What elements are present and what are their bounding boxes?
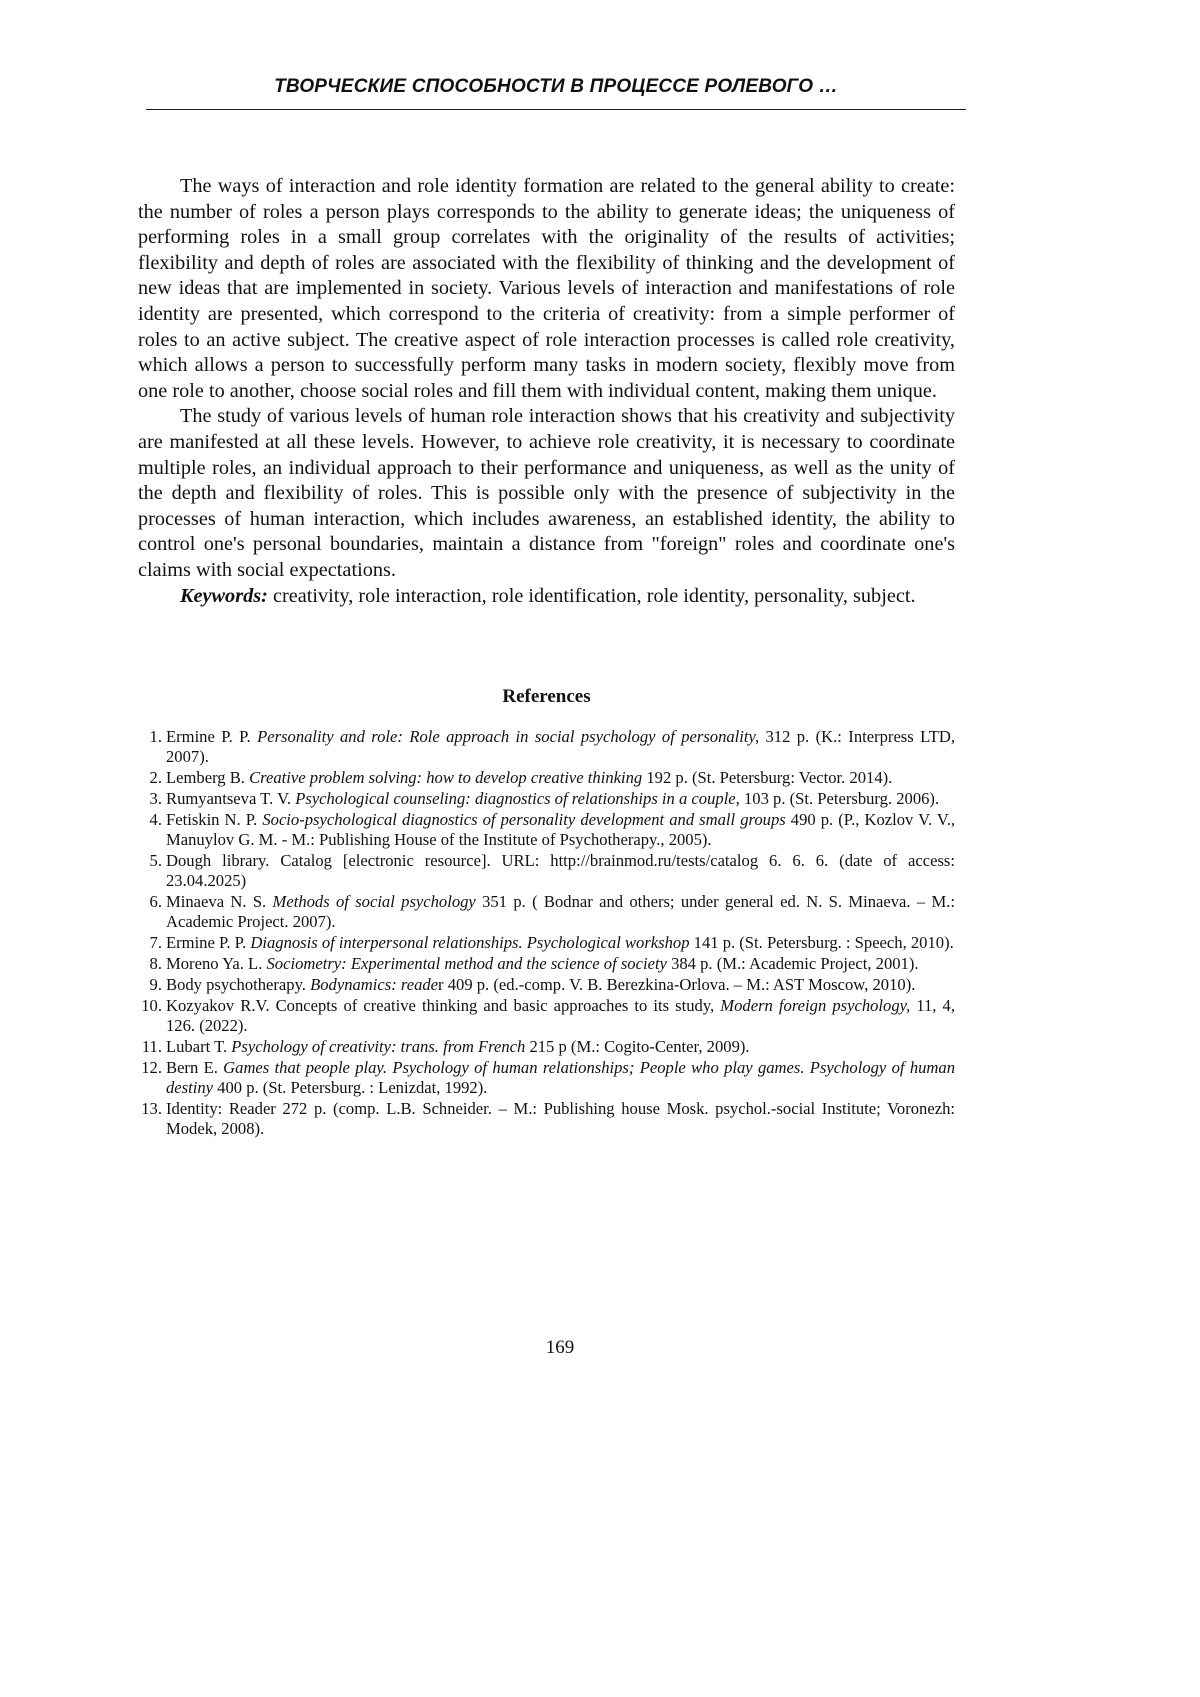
reference-number: 6. xyxy=(149,892,162,911)
reference-number: 7. xyxy=(149,933,162,952)
reference-title: Psychology of creativity: trans. from French xyxy=(231,1037,526,1056)
reference-item xyxy=(138,810,955,850)
reference-item xyxy=(138,892,955,932)
reference-item xyxy=(138,1058,955,1098)
reference-number: 9. xyxy=(149,975,162,994)
keywords-text: creativity, role interaction, role identification, role identity, personality, subject. xyxy=(267,584,916,607)
reference-number: 8. xyxy=(149,954,162,973)
references-heading: References xyxy=(502,686,591,707)
reference-details: 490 p. (P., Kozlov V. V., Manuylov G. M. - M.: Publishing House of the Institute of Psychotherapy., 2005). xyxy=(166,810,956,849)
reference-author: Bern E. xyxy=(166,1058,224,1077)
reference-number: 10. xyxy=(141,996,162,1015)
reference-title: Diagnosis of interpersonal relationships. Psychological workshop xyxy=(250,933,690,952)
reference-item xyxy=(138,1099,955,1139)
reference-item xyxy=(138,933,955,953)
reference-author: Moreno Ya. L. xyxy=(166,954,267,973)
reference-author: Kozyakov R.V. Concepts of creative thinking and basic approaches to its study, xyxy=(166,996,721,1015)
reference-title: Modern foreign psychology, xyxy=(720,996,911,1015)
page-number: 169 xyxy=(545,1337,575,1358)
reference-number: 12. xyxy=(141,1058,162,1077)
reference-title: Bodynamics: reade xyxy=(310,975,439,994)
reference-details: 11, 4, 126. (2022). xyxy=(166,996,956,1035)
reference-details: 141 p. (St. Petersburg. : Speech, 2010). xyxy=(689,933,954,952)
reference-title: Sociometry: Experimental method and the science of society xyxy=(266,954,667,973)
reference-details: r 409 p. (ed.-comp. V. B. Berezkina-Orlova. – M.: AST Moscow, 2010). xyxy=(438,975,916,994)
reference-item xyxy=(138,975,955,995)
reference-number: 5. xyxy=(149,851,162,870)
reference-author: Minaeva N. S. xyxy=(166,892,273,911)
reference-details: 215 p (M.: Cogito-Center, 2009). xyxy=(525,1037,750,1056)
reference-number: 4. xyxy=(149,810,162,829)
keywords-label: Keywords: xyxy=(180,584,268,607)
reference-item xyxy=(138,727,955,767)
reference-title: Games that people play. Psychology of human relationships; People who play games. Psychology of human destiny xyxy=(166,1058,955,1097)
reference-number: 2. xyxy=(149,768,162,787)
reference-details: 103 p. (St. Petersburg. 2006). xyxy=(739,789,940,808)
reference-details: 312 p. (K.: Interpress LTD, 2007). xyxy=(166,727,955,766)
references-list xyxy=(138,727,955,1140)
abstract-body xyxy=(138,174,955,609)
abstract-paragraph-1: The ways of interaction and role identity formation are related to the general ability to create: the number of roles a person plays corresponds to the ability to generate ideas; the uniqueness of performing roles in a small group correlates with the originality of the results of activities; flexibility and depth of roles are associated with the flexibility of thinking and the development of new ideas that are implemented in society. Various levels of interaction and manifestations of role identity are presented, which correspond to the criteria of creativity: from a simple performer of roles to an active subject. The creative aspect of role interaction processes is called role creativity, which allows a person to successfully perform many tasks in modern society, flexibly move from one role to another, choose social roles and fill them with individual content, making them unique. xyxy=(138,175,955,402)
keywords-paragraph xyxy=(138,584,955,610)
reference-item xyxy=(138,789,955,809)
reference-author: Ermine P. P. xyxy=(166,727,258,746)
reference-author: Lubart T. xyxy=(166,1037,232,1056)
reference-title: Creative problem solving: how to develop creative thinking xyxy=(249,768,643,787)
reference-details: 400 p. (St. Petersburg. : Lenizdat, 1992). xyxy=(213,1078,488,1097)
reference-text: Dough library. Catalog [electronic resource]. URL: http://brainmod.ru/tests/catalog 6. 6. 6. (date of access: 23.04.2025) xyxy=(166,851,955,890)
reference-author: Ermine P. P. xyxy=(166,933,251,952)
reference-item xyxy=(138,768,955,788)
reference-author: Rumyantseva T. V. xyxy=(166,789,296,808)
reference-title: Personality and role: Role approach in social psychology of personality, xyxy=(257,727,760,746)
reference-text: Identity: Reader 272 p. (comp. L.B. Schneider. – M.: Publishing house Mosk. psychol.-social Institute; Voronezh: Modek, 2008). xyxy=(166,1099,955,1138)
reference-item xyxy=(138,851,955,891)
reference-item xyxy=(138,996,955,1036)
reference-number: 11. xyxy=(141,1037,162,1056)
reference-author: Lemberg B. xyxy=(166,768,250,787)
reference-number: 13. xyxy=(141,1099,162,1118)
reference-item xyxy=(138,954,955,974)
reference-item xyxy=(138,1037,955,1057)
reference-number: 3. xyxy=(149,789,162,808)
reference-title: Methods of social psychology xyxy=(272,892,476,911)
reference-details: 192 p. (St. Petersburg: Vector. 2014). xyxy=(642,768,893,787)
reference-author: Fetiskin N. P. xyxy=(166,810,263,829)
reference-number: 1. xyxy=(149,727,162,746)
abstract-paragraph-2: The study of various levels of human role interaction shows that his creativity and subjectivity are manifested at all these levels. However, to achieve role creativity, it is necessary to coordinate multiple roles, an individual approach to their performance and uniqueness, as well as the unity of the depth and flexibility of roles. This is possible only with the presence of subjectivity in the processes of human interaction, which includes awareness, an established identity, the ability to control one's personal boundaries, maintain a distance from "foreign" roles and coordinate one's claims with social expectations. xyxy=(138,405,955,581)
reference-title: Psychological counseling: diagnostics of relationships in a couple, xyxy=(295,789,740,808)
reference-title: Socio-psychological diagnostics of personality development and small groups xyxy=(262,810,786,829)
reference-details: 384 p. (M.: Academic Project, 2001). xyxy=(666,954,919,973)
reference-details: 351 p. ( Bodnar and others; under general ed. N. S. Minaeva. – M.: Academic Project. 2007). xyxy=(166,892,955,931)
header-rule xyxy=(146,109,966,110)
reference-author: Body psychotherapy. xyxy=(166,975,311,994)
running-header: ТВОРЧЕСКИЕ СПОСОБНОСТИ В ПРОЦЕССЕ РОЛЕВОГО … xyxy=(274,76,838,97)
